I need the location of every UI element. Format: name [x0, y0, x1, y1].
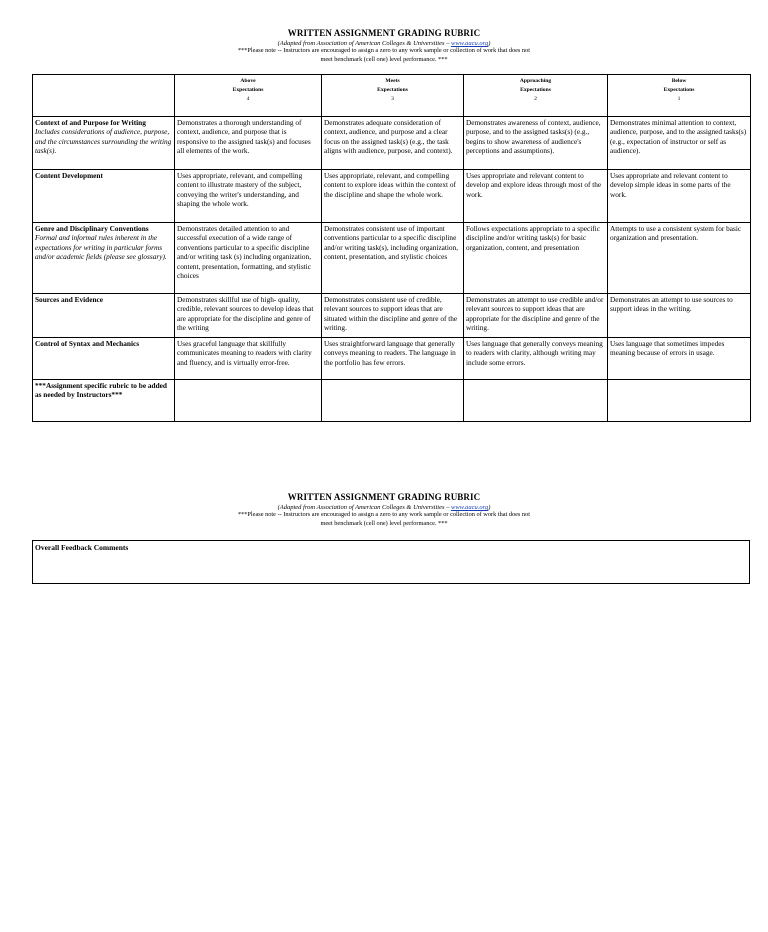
- rubric-row: [33, 380, 751, 422]
- rubric-header-repeat: [0, 492, 768, 528]
- criterion-cell: Sources and Evidence: [33, 294, 175, 338]
- criterion-cell: Control of Syntax and Mechanics: [33, 338, 175, 380]
- rubric-cell: Follows expectations appropriate to a specific discipline and/or writing task(s) for basic organization, content, and presentation: [464, 223, 608, 294]
- rubric-cell: Uses appropriate, relevant, and compelling content to explore ideas within the context of the discipline and shape the whole work.: [322, 170, 464, 223]
- rubric-cell: Demonstrates an attempt to use sources to support ideas in the writing.: [608, 294, 751, 338]
- rubric-cell[interactable]: [175, 380, 322, 422]
- rubric-row: [33, 294, 751, 338]
- criterion-cell: Genre and Disciplinary Conventions Formal and informal rules inherent in the expectations for writing in particular forms and/or academic fields (please see glossary).: [33, 223, 175, 294]
- rubric-cell: Uses language that sometimes impedes meaning because of errors in usage.: [608, 338, 751, 380]
- feedback-box[interactable]: [32, 540, 750, 584]
- level-header: Meets Expectations 3: [322, 75, 464, 117]
- rubric-cell[interactable]: [608, 380, 751, 422]
- rubric-title: WRITTEN ASSIGNMENT GRADING RUBRIC: [287, 28, 481, 38]
- rubric-cell: Demonstrates consistent use of important conventions particular to a specific discipline and/or writing task(s), including organization, content, presentation, and stylistic choices: [322, 223, 464, 294]
- criterion-cell: Content Development: [33, 170, 175, 223]
- level-header: Below Expectations 1: [608, 75, 751, 117]
- adapted-from-line: (Adapted from Association of American Colleges & Universities – www.aacu.org): [277, 40, 491, 47]
- rubric-row: [33, 170, 751, 223]
- rubric-cell: Uses language that generally conveys meaning to readers with clarity, although writing may include some errors.: [464, 338, 608, 380]
- rubric-cell: Uses appropriate, relevant, and compelling content to illustrate mastery of the subject, conveying the writer's understanding, and shaping the whole work.: [175, 170, 322, 223]
- rubric-cell: Demonstrates minimal attention to context, audience, purpose, and to the assigned tasks(s) (e.g., expectation of instructor or self as audience).: [608, 117, 751, 170]
- level-header: Above Expectations 4: [175, 75, 322, 117]
- rubric-cell: Attempts to use a consistent system for basic organization and presentation.: [608, 223, 751, 294]
- rubric-row: [33, 117, 751, 170]
- rubric-cell: Uses appropriate and relevant content to develop simple ideas in some parts of the work.: [608, 170, 751, 223]
- rubric-cell[interactable]: [464, 380, 608, 422]
- rubric-header: [0, 28, 768, 64]
- aacu-link[interactable]: www.aacu.org: [451, 504, 489, 511]
- criterion-cell: ***Assignment specific rubric to be added as needed by Instructors***: [33, 380, 175, 422]
- rubric-cell[interactable]: [322, 380, 464, 422]
- rubric-cell: Demonstrates an attempt to use credible and/or relevant sources to support ideas that are appropriate for the discipline and genre of the writing.: [464, 294, 608, 338]
- level-header: Approaching Expectations 2: [464, 75, 608, 117]
- rubric-cell: Demonstrates consistent use of credible, relevant sources to support ideas that are situated within the discipline and genre of the writing.: [322, 294, 464, 338]
- instructor-note: ***Please note -- Instructors are encouraged to assign a zero to any work sample or collection of work that does not meet benchmark (cell one) level performance. ***: [237, 47, 530, 63]
- rubric-cell: Uses appropriate and relevant content to develop and explore ideas through most of the work.: [464, 170, 608, 223]
- rubric-cell: Demonstrates detailed attention to and successful execution of a wide range of conventions particular to a specific discipline and/or writing task (s) including organization, content, presentation, formatting, and stylistic choices: [175, 223, 322, 294]
- rubric-cell: Uses graceful language that skillfully communicates meaning to readers with clarity and fluency, and is virtually error-free.: [175, 338, 322, 380]
- feedback-label: Overall Feedback Comments: [35, 543, 129, 552]
- instructor-note: ***Please note -- Instructors are encouraged to assign a zero to any work sample or collection of work that does not meet benchmark (cell one) level performance. ***: [237, 511, 530, 527]
- rubric-cell: Demonstrates awareness of context, audience, purpose, and to the assigned tasks(s) (e.g., begins to show awareness of audience's perceptions and assumptions).: [464, 117, 608, 170]
- criterion-cell: Context of and Purpose for Writing Includes considerations of audience, purpose, and the circumstances surrounding the writing task(s).: [33, 117, 175, 170]
- adapted-from-line: (Adapted from Association of American Colleges & Universities – www.aacu.org): [277, 504, 491, 511]
- rubric-table: [32, 74, 751, 422]
- criteria-header-cell: [33, 75, 175, 117]
- levels-header-row: [33, 75, 751, 117]
- rubric-cell: Demonstrates a thorough understanding of context, audience, and purpose that is responsive to the assigned task(s) and focuses all elements of the work.: [175, 117, 322, 170]
- aacu-link[interactable]: www.aacu.org: [451, 40, 489, 47]
- rubric-cell: Demonstrates skillful use of high- quality, credible, relevant sources to develop ideas that are appropriate for the discipline and genre of the writing: [175, 294, 322, 338]
- rubric-cell: Demonstrates adequate consideration of context, audience, and purpose and a clear focus on the assigned task(s) (e.g., the task aligns with audience, purpose, and context).: [322, 117, 464, 170]
- rubric-row: [33, 223, 751, 294]
- rubric-row: [33, 338, 751, 380]
- rubric-title: WRITTEN ASSIGNMENT GRADING RUBRIC: [287, 492, 481, 502]
- rubric-cell: Uses straightforward language that generally conveys meaning to readers. The language in the portfolio has few errors.: [322, 338, 464, 380]
